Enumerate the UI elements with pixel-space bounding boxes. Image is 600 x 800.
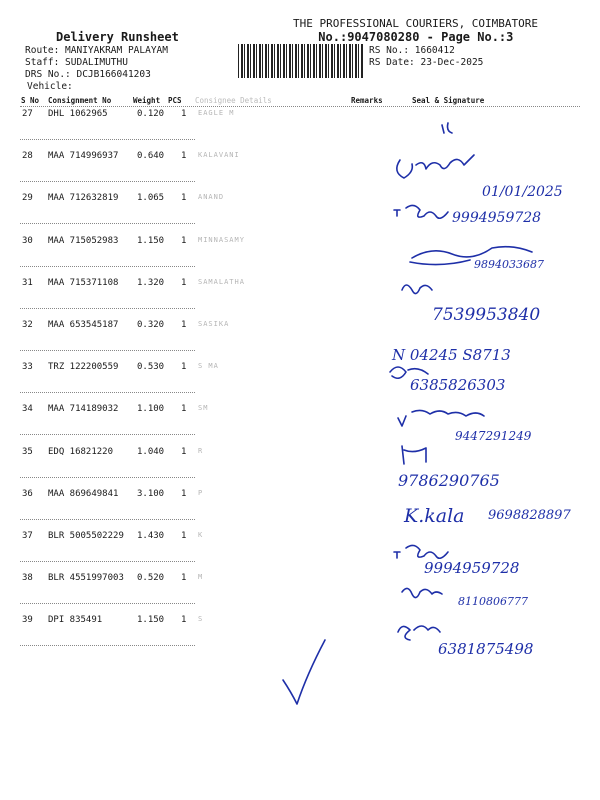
row-weight: 1.100 — [137, 404, 165, 414]
handwritten-phone-31: 7539953840 — [432, 305, 541, 325]
row-consignment-no: BLR 4551997003 — [48, 573, 124, 583]
row-weight: 1.320 — [137, 278, 165, 288]
signature-29 — [394, 205, 448, 218]
row-consignment-no: MAA 715052983 — [48, 236, 119, 246]
rs-number: RS No.: 1660412 — [369, 45, 455, 56]
signature-28 — [397, 155, 474, 178]
row-sno: 28 — [22, 151, 33, 161]
row-sno: 38 — [22, 573, 33, 583]
row-consignment-no: TRZ 122200559 — [48, 362, 119, 372]
handwritten-phone-38: 8110806777 — [458, 595, 528, 608]
handwritten-phone-34: 9447291249 — [455, 429, 532, 443]
handwritten-name-36: K.kala — [404, 505, 465, 527]
company-title: THE PROFESSIONAL COURIERS, COIMBATORE — [293, 17, 539, 30]
row-consignee: R — [198, 447, 204, 455]
signature-27 — [442, 123, 452, 133]
vehicle-label: Vehicle: — [27, 81, 73, 92]
col-consignment: Consignment No — [48, 96, 112, 105]
col-remarks: Remarks — [351, 96, 383, 105]
handwritten-phone-37: 9994959728 — [424, 559, 520, 577]
row-pcs: 1 — [181, 320, 187, 330]
col-seal-signature: Seal & Signature — [412, 96, 485, 105]
row-consignee: S — [198, 615, 204, 623]
staff-label: Staff: SUDALIMUTHU — [25, 57, 128, 68]
row-weight: 0.640 — [137, 151, 165, 161]
row-consignee: ANAND — [198, 193, 225, 201]
col-pcs: PCS — [168, 96, 182, 105]
row-sno: 37 — [22, 531, 33, 541]
handwritten-phone-30: 9894033687 — [474, 258, 544, 271]
row-consignment-no: MAA 712632819 — [48, 193, 119, 203]
row-pcs: 1 — [181, 151, 187, 161]
signature-38 — [402, 588, 442, 597]
row-sno: 39 — [22, 615, 33, 625]
runsheet-title-left: Delivery Runsheet — [56, 30, 179, 44]
row-weight: 1.040 — [137, 447, 165, 457]
drs-number: DRS No.: DCJB166041203 — [25, 69, 151, 80]
row-consignee: SAMALATHA — [198, 278, 245, 286]
row-consignment-no: BLR 5005502229 — [48, 531, 124, 541]
row-consignee: MINNASAMY — [198, 236, 245, 244]
handwritten-phone-39: 6381875498 — [438, 640, 534, 658]
row-weight: 1.065 — [137, 193, 165, 203]
row-consignee: K — [198, 531, 204, 539]
row-pcs: 1 — [181, 573, 187, 583]
row-consignment-no: EDQ 16821220 — [48, 447, 114, 457]
route-label: Route: MANIYAKRAM PALAYAM — [25, 45, 168, 56]
row-consignment-no: MAA 714189032 — [48, 404, 119, 414]
row-pcs: 1 — [181, 489, 187, 499]
col-weight: Weight — [133, 96, 161, 105]
row-pcs: 1 — [181, 278, 187, 288]
row-consignee: EAGLE M — [198, 109, 235, 117]
row-consignee: M — [198, 573, 204, 581]
row-sno: 35 — [22, 447, 33, 457]
row-pcs: 1 — [181, 404, 187, 414]
col-consignee: Consignee Details — [195, 96, 272, 105]
row-pcs: 1 — [181, 109, 187, 119]
row-weight: 1.150 — [137, 236, 165, 246]
handwritten-date-28: 01/01/2025 — [482, 184, 563, 200]
row-weight: 0.120 — [137, 109, 165, 119]
handwritten-phone-33: 6385826303 — [410, 376, 506, 394]
row-pcs: 1 — [181, 193, 187, 203]
row-pcs: 1 — [181, 362, 187, 372]
row-consignment-no: MAA 715371108 — [48, 278, 119, 288]
row-consignee: KALAVANI — [198, 151, 240, 159]
rs-date: RS Date: 23-Dec-2025 — [369, 57, 484, 68]
col-sno: S No — [21, 96, 40, 105]
row-sno: 27 — [22, 109, 33, 119]
row-sno: 30 — [22, 236, 33, 246]
row-sno: 32 — [22, 320, 33, 330]
row-consignment-no: MAA 714996937 — [48, 151, 119, 161]
row-consignment-no: DPI 835491 — [48, 615, 103, 625]
row-weight: 3.100 — [137, 489, 165, 499]
row-weight: 0.520 — [137, 573, 165, 583]
row-consignee: S MA — [198, 362, 219, 370]
row-sno: 36 — [22, 489, 33, 499]
row-pcs: 1 — [181, 447, 187, 457]
signature-39 — [398, 626, 440, 640]
checkmark — [283, 640, 325, 704]
row-weight: 0.530 — [137, 362, 165, 372]
row-consignment-no: MAA 653545187 — [48, 320, 119, 330]
row-weight: 1.150 — [137, 615, 165, 625]
row-sno: 31 — [22, 278, 33, 288]
runsheet-number: No.:9047080280 - Page No.:3 — [318, 30, 514, 44]
handwritten-note-32: N 04245 S8713 — [392, 346, 511, 364]
row-weight: 0.320 — [137, 320, 165, 330]
handwritten-phone-29: 9994959728 — [452, 210, 542, 226]
signature-31 — [402, 285, 432, 294]
signature-37 — [394, 545, 448, 558]
row-consignee: SASIKA — [198, 320, 230, 328]
row-sno: 29 — [22, 193, 33, 203]
row-consignee: SM — [198, 404, 209, 412]
row-consignment-no: DHL 1062965 — [48, 109, 108, 119]
signature-35 — [402, 446, 426, 464]
row-sno: 33 — [22, 362, 33, 372]
row-pcs: 1 — [181, 531, 187, 541]
row-sno: 34 — [22, 404, 33, 414]
row-pcs: 1 — [181, 236, 187, 246]
row-consignment-no: MAA 869649841 — [48, 489, 119, 499]
row-consignee: P — [198, 489, 204, 497]
signature-34 — [398, 410, 484, 426]
handwritten-phone-35: 9786290765 — [398, 471, 500, 490]
handwritten-phone-36: 9698828897 — [488, 508, 571, 523]
row-weight: 1.430 — [137, 531, 165, 541]
row-pcs: 1 — [181, 615, 187, 625]
